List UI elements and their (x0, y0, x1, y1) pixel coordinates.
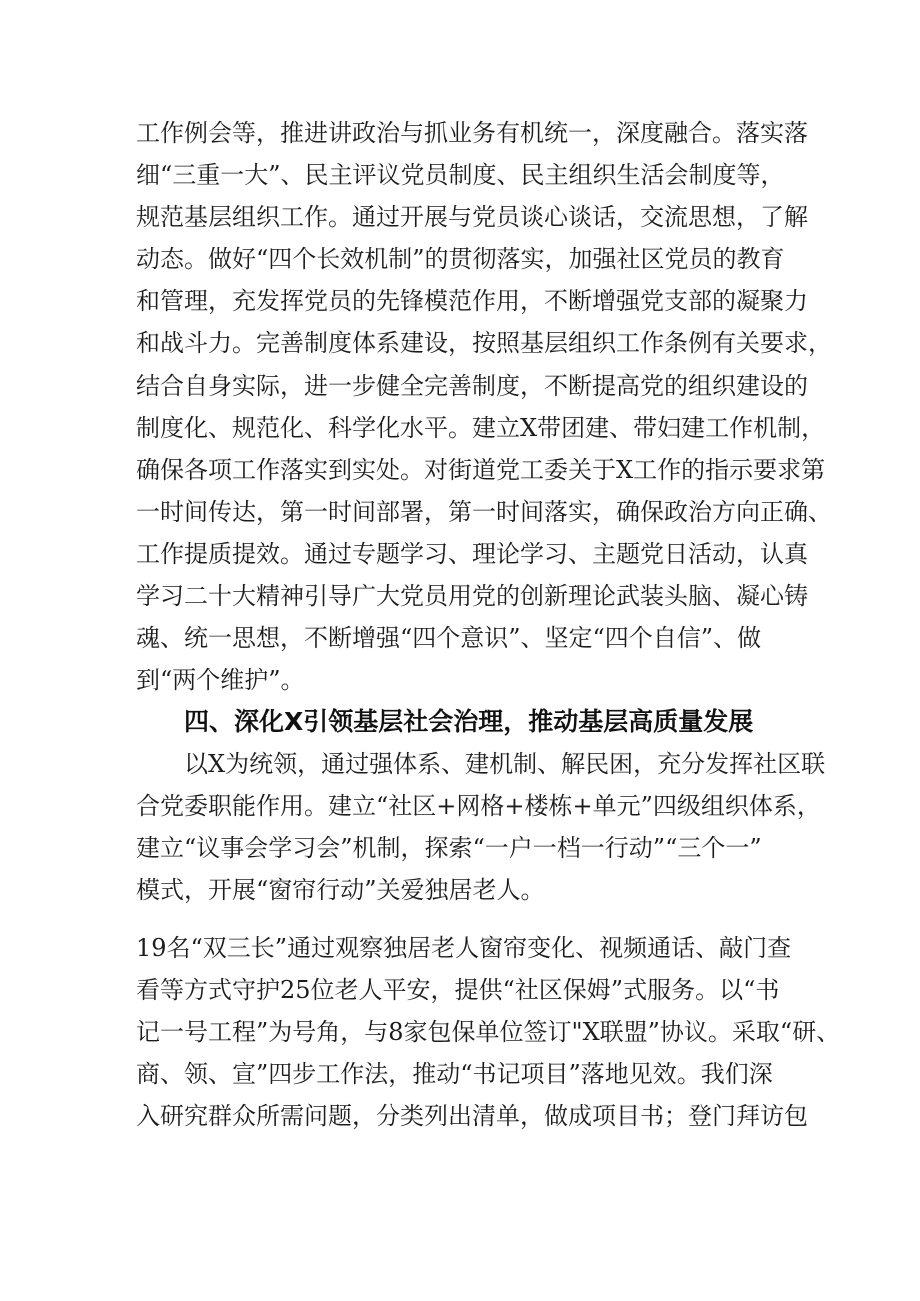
paragraph-line: 工作例会等，推进讲政治与抓业务有机统一，深度融合。落实落 (136, 119, 808, 147)
paragraph-line: 规范基层组织工作。通过开展与党员谈心谈话，交流思想，了解 (136, 203, 808, 231)
paragraph-line: 和战斗力。完善制度体系建设，按照基层组织工作条例有关要求， (136, 329, 832, 357)
paragraph-line: 以X为统领，通过强体系、建机制、解民困，充分发挥社区联 (184, 750, 826, 778)
paragraph-line: 记一号工程”为号角，与8家包保单位签订"X联盟”协议。采取“研、 (136, 1018, 841, 1046)
paragraph-line: 入研究群众所需问题，分类列出清单，做成项目书；登门拜访包 (136, 1102, 808, 1130)
paragraph-line: 19名“双三长”通过观察独居老人窗帘变化、视频通话、敲门查 (136, 934, 792, 962)
paragraph-line: 确保各项工作落实到实处。对街道党工委关于X工作的指示要求第 (136, 456, 826, 484)
paragraph-line: 模式，开展“窗帘行动”关爱独居老人。 (136, 876, 545, 904)
section-heading: 四、深化X引领基层社会治理，推动基层高质量发展 (184, 707, 754, 736)
paragraph-line: 魂、统一思想，不断增强“四个意识”、坚定“四个自信”、做 (136, 624, 762, 652)
paragraph-line: 合党委职能作用。建立“社区+网格+楼栋+单元”四级组织体系， (136, 792, 821, 820)
paragraph-line: 看等方式守护25位老人平安，提供“社区保姆”式服务。以“书 (136, 976, 780, 1004)
paragraph-line: 建立“议事会学习会”机制，探索“一户一档一行动”“三个一” (136, 834, 762, 862)
paragraph-line: 结合自身实际，进一步健全完善制度，不断提高党的组织建设的 (136, 372, 808, 400)
paragraph-line: 动态。做好“四个长效机制”的贯彻落实，加强社区党员的教育 (136, 245, 785, 273)
paragraph-line: 制度化、规范化、科学化水平。建立X带团建、带妇建工作机制， (136, 414, 826, 442)
paragraph-line: 工作提质提效。通过专题学习、理论学习、主题党日活动，认真 (136, 540, 808, 568)
paragraph-line: 到“两个维护”。 (136, 666, 305, 694)
paragraph-line: 细“三重一大”、民主评议党员制度、民主组织生活会制度等， (136, 161, 785, 189)
paragraph-line: 学习二十大精神引导广大党员用党的创新理论武装头脑、凝心铸 (136, 582, 808, 610)
paragraph-line: 商、领、宣”四步工作法，推动“书记项目”落地见效。我们深 (136, 1060, 773, 1088)
paragraph-line: 和管理，充发挥党员的先锋模范作用，不断增强党支部的凝聚力 (136, 287, 808, 315)
paragraph-line: 一时间传达，第一时间部署，第一时间落实，确保政治方向正确、 (136, 498, 832, 526)
